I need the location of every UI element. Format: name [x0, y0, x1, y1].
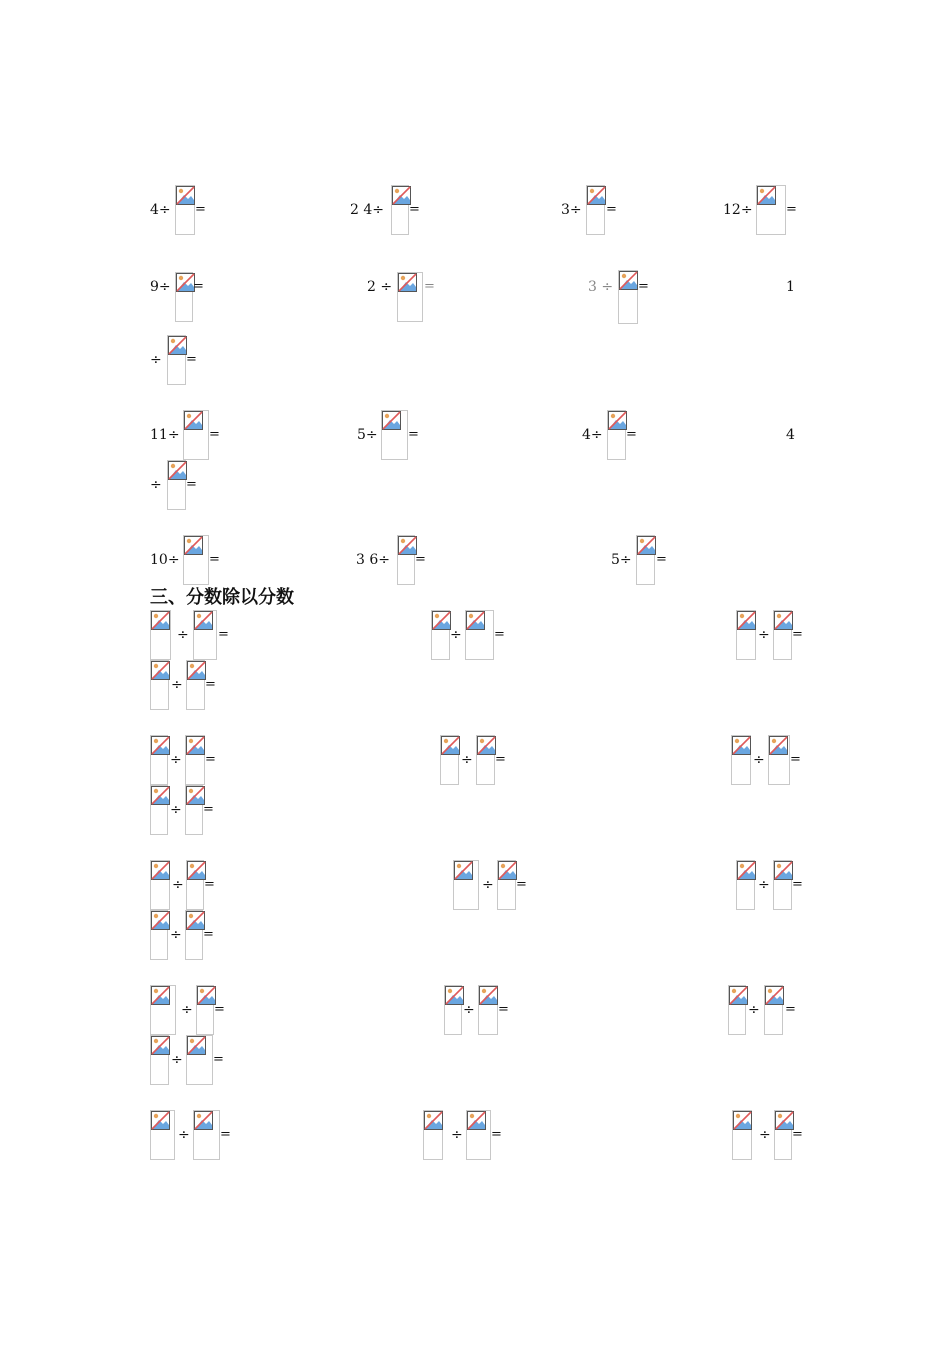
- frac-problem-12-equals: =: [203, 927, 214, 942]
- frac-problem-11-divide: ÷: [758, 877, 770, 893]
- broken-image-icon: [176, 186, 195, 205]
- fraction-image-placeholder: [736, 610, 756, 660]
- frac-problem-18-equals: =: [491, 1127, 502, 1142]
- broken-image-icon: [454, 861, 473, 880]
- frac-problem-14-divide: ÷: [463, 1002, 475, 1018]
- broken-image-icon: [184, 536, 203, 555]
- problem-3-equals: =: [606, 202, 617, 217]
- fraction-image-placeholder: [465, 610, 494, 660]
- problem-6-prefix: 2 ÷: [367, 279, 393, 295]
- frac-problem-11-equals: =: [792, 877, 803, 892]
- frac-problem-19-divide: ÷: [759, 1127, 771, 1143]
- problem-13-prefix: 4: [786, 427, 795, 443]
- broken-image-icon: [168, 461, 187, 480]
- fraction-image-placeholder: [381, 410, 408, 460]
- broken-image-icon: [445, 986, 464, 1005]
- fraction-image-placeholder: [607, 410, 626, 460]
- fraction-image-placeholder: [183, 535, 209, 585]
- broken-image-icon: [432, 611, 451, 630]
- problem-6-equals: =: [424, 279, 435, 294]
- frac-problem-15-equals: =: [785, 1002, 796, 1017]
- section-heading: 三、分数除以分数: [150, 587, 294, 608]
- problem-7-equals: =: [638, 279, 649, 294]
- fraction-image-placeholder: [185, 735, 205, 785]
- fraction-image-placeholder: [497, 860, 516, 910]
- fraction-image-placeholder: [167, 460, 186, 510]
- broken-image-icon: [477, 736, 496, 755]
- broken-image-icon: [765, 986, 784, 1005]
- fraction-image-placeholder: [731, 735, 751, 785]
- frac-problem-6-equals: =: [495, 752, 506, 767]
- fraction-image-placeholder: [175, 272, 193, 322]
- broken-image-icon: [194, 611, 213, 630]
- fraction-image-placeholder: [732, 1110, 752, 1160]
- frac-problem-5-equals: =: [205, 752, 216, 767]
- frac-problem-13-equals: =: [214, 1002, 225, 1017]
- problem-8-prefix: 1: [786, 279, 795, 295]
- fraction-image-placeholder: [167, 335, 186, 385]
- fraction-image-placeholder: [196, 985, 214, 1035]
- frac-problem-3-divide: ÷: [758, 627, 770, 643]
- frac-problem-7-divide: ÷: [753, 752, 765, 768]
- fraction-image-placeholder: [186, 1035, 213, 1085]
- fraction-image-placeholder: [466, 1110, 491, 1160]
- problem-1-equals: =: [195, 202, 206, 217]
- fraction-image-placeholder: [736, 860, 755, 910]
- fraction-image-placeholder: [186, 660, 205, 710]
- fraction-image-placeholder: [150, 610, 171, 660]
- problem-10-prefix: 11÷: [150, 427, 180, 443]
- broken-image-icon: [168, 336, 187, 355]
- broken-image-icon: [151, 911, 170, 930]
- fraction-image-placeholder: [150, 735, 168, 785]
- broken-image-icon: [737, 611, 756, 630]
- fraction-image-placeholder: [150, 910, 168, 960]
- problem-15-equals: =: [209, 552, 220, 567]
- problem-7-prefix: 3 ÷: [588, 279, 614, 295]
- fraction-image-placeholder: [185, 785, 203, 835]
- fraction-image-placeholder: [773, 860, 792, 910]
- broken-image-icon: [151, 1111, 170, 1130]
- broken-image-icon: [186, 736, 205, 755]
- problem-4-prefix: 12÷: [723, 202, 753, 218]
- frac-problem-6-divide: ÷: [461, 752, 473, 768]
- frac-problem-4-divide: ÷: [171, 677, 183, 693]
- problem-11-equals: =: [408, 427, 419, 442]
- frac-problem-1-equals: =: [218, 627, 229, 642]
- fraction-image-placeholder: [636, 535, 655, 585]
- frac-problem-8-equals: =: [203, 802, 214, 817]
- problem-14-equals: =: [186, 477, 197, 492]
- broken-image-icon: [757, 186, 776, 205]
- frac-problem-8-divide: ÷: [170, 802, 182, 818]
- fraction-image-placeholder: [150, 660, 169, 710]
- problem-10-equals: =: [209, 427, 220, 442]
- broken-image-icon: [637, 536, 656, 555]
- broken-image-icon: [441, 736, 460, 755]
- fraction-image-placeholder: [440, 735, 459, 785]
- broken-image-icon: [733, 1111, 752, 1130]
- frac-problem-12-divide: ÷: [170, 927, 182, 943]
- problem-17-equals: =: [656, 552, 667, 567]
- fraction-image-placeholder: [773, 610, 792, 660]
- problem-11-prefix: 5÷: [357, 427, 378, 443]
- broken-image-icon: [398, 273, 417, 292]
- fraction-image-placeholder: [453, 860, 479, 910]
- broken-image-icon: [498, 861, 517, 880]
- fraction-image-placeholder: [186, 860, 204, 910]
- fraction-image-placeholder: [618, 270, 638, 324]
- broken-image-icon: [151, 986, 170, 1005]
- broken-image-icon: [774, 611, 793, 630]
- fraction-image-placeholder: [193, 610, 217, 660]
- fraction-image-placeholder: [476, 735, 495, 785]
- fraction-image-placeholder: [423, 1110, 443, 1160]
- problem-12-equals: =: [626, 427, 637, 442]
- fraction-image-placeholder: [150, 860, 170, 910]
- frac-problem-1-divide: ÷: [177, 627, 189, 643]
- broken-image-icon: [151, 736, 170, 755]
- frac-problem-13-divide: ÷: [181, 1002, 193, 1018]
- frac-problem-10-divide: ÷: [482, 877, 494, 893]
- problem-12-prefix: 4÷: [582, 427, 603, 443]
- problem-9-prefix: ÷: [150, 352, 162, 368]
- problem-3-prefix: 3÷: [561, 202, 582, 218]
- broken-image-icon: [737, 861, 756, 880]
- broken-image-icon: [774, 861, 793, 880]
- frac-problem-9-divide: ÷: [172, 877, 184, 893]
- broken-image-icon: [729, 986, 748, 1005]
- broken-image-icon: [424, 1111, 443, 1130]
- broken-image-icon: [151, 611, 170, 630]
- problem-16-equals: =: [415, 552, 426, 567]
- fraction-image-placeholder: [397, 272, 423, 322]
- broken-image-icon: [184, 411, 203, 430]
- broken-image-icon: [769, 736, 788, 755]
- fraction-image-placeholder: [768, 735, 790, 785]
- problem-5-prefix: 9÷: [150, 279, 171, 295]
- fraction-image-placeholder: [150, 1110, 175, 1160]
- frac-problem-14-equals: =: [498, 1002, 509, 1017]
- fraction-image-placeholder: [175, 185, 195, 235]
- broken-image-icon: [732, 736, 751, 755]
- frac-problem-16-equals: =: [213, 1052, 224, 1067]
- frac-problem-5-divide: ÷: [170, 752, 182, 768]
- fraction-image-placeholder: [397, 535, 415, 585]
- frac-problem-10-equals: =: [516, 877, 527, 892]
- broken-image-icon: [187, 661, 206, 680]
- frac-problem-17-equals: =: [220, 1127, 231, 1142]
- fraction-image-placeholder: [150, 785, 168, 835]
- frac-problem-3-equals: =: [792, 627, 803, 642]
- broken-image-icon: [467, 1111, 486, 1130]
- fraction-image-placeholder: [774, 1110, 792, 1160]
- broken-image-icon: [479, 986, 498, 1005]
- frac-problem-18-divide: ÷: [451, 1127, 463, 1143]
- broken-image-icon: [187, 1036, 206, 1055]
- broken-image-icon: [619, 271, 638, 290]
- problem-2-prefix: 2 4÷: [350, 202, 384, 218]
- frac-problem-19-equals: =: [792, 1127, 803, 1142]
- frac-problem-7-equals: =: [790, 752, 801, 767]
- broken-image-icon: [151, 661, 170, 680]
- broken-image-icon: [382, 411, 401, 430]
- broken-image-icon: [587, 186, 606, 205]
- fraction-image-placeholder: [478, 985, 498, 1035]
- frac-problem-4-equals: =: [205, 677, 216, 692]
- broken-image-icon: [151, 861, 170, 880]
- broken-image-icon: [151, 1036, 170, 1055]
- fraction-image-placeholder: [150, 1035, 169, 1085]
- problem-17-prefix: 5÷: [611, 552, 632, 568]
- frac-problem-2-divide: ÷: [450, 627, 462, 643]
- fraction-image-placeholder: [183, 410, 209, 460]
- broken-image-icon: [608, 411, 627, 430]
- frac-problem-9-equals: =: [204, 877, 215, 892]
- problem-15-prefix: 10÷: [150, 552, 180, 568]
- fraction-image-placeholder: [586, 185, 605, 235]
- fraction-image-placeholder: [193, 1110, 220, 1160]
- fraction-image-placeholder: [150, 985, 176, 1035]
- problem-4-equals: =: [786, 202, 797, 217]
- problem-16-prefix: 3 6÷: [356, 552, 390, 568]
- fraction-image-placeholder: [728, 985, 746, 1035]
- frac-problem-16-divide: ÷: [171, 1052, 183, 1068]
- frac-problem-17-divide: ÷: [178, 1127, 190, 1143]
- frac-problem-15-divide: ÷: [748, 1002, 760, 1018]
- fraction-image-placeholder: [764, 985, 783, 1035]
- broken-image-icon: [151, 786, 170, 805]
- problem-5-equals: =: [193, 279, 204, 294]
- problem-2-equals: =: [409, 202, 420, 217]
- fraction-image-placeholder: [391, 185, 409, 235]
- problem-1-prefix: 4÷: [150, 202, 171, 218]
- frac-problem-2-equals: =: [494, 627, 505, 642]
- problem-9-equals: =: [186, 352, 197, 367]
- problem-14-prefix: ÷: [150, 477, 162, 493]
- fraction-image-placeholder: [756, 185, 786, 235]
- fraction-image-placeholder: [431, 610, 450, 660]
- broken-image-icon: [466, 611, 485, 630]
- fraction-image-placeholder: [444, 985, 462, 1035]
- broken-image-icon: [194, 1111, 213, 1130]
- fraction-image-placeholder: [185, 910, 203, 960]
